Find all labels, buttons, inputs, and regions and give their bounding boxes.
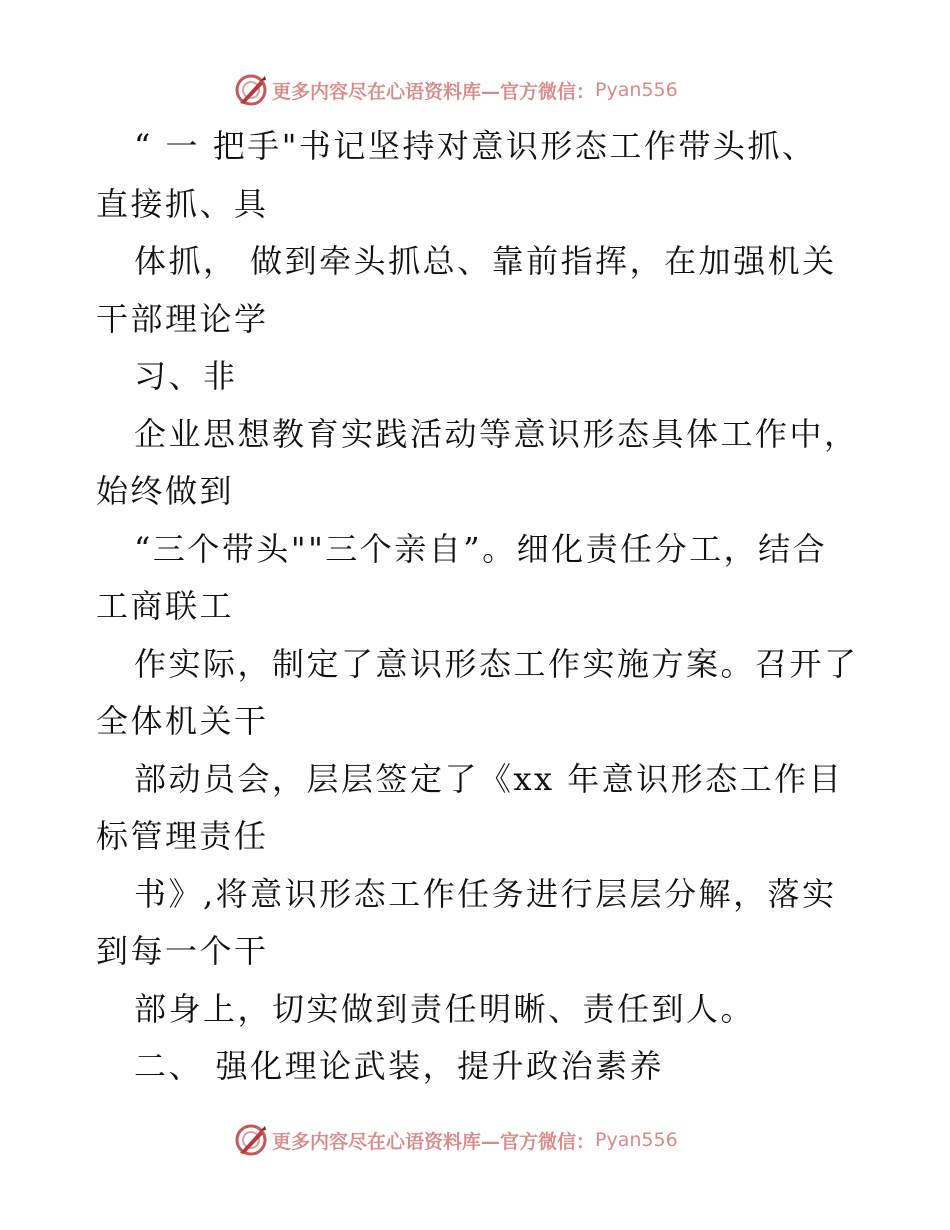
paragraph-line: 干部理论学: [96, 299, 269, 338]
document-body: [96, 118, 866, 1096]
paragraph-line: 作实际，制定了意识形态工作实施方案。召开了: [134, 644, 859, 683]
paragraph-line: 习、非: [134, 357, 238, 395]
paragraph-line: 到每一个干: [96, 932, 269, 970]
quill-seal-icon: [234, 73, 268, 107]
paragraph-line: “ 一 把手"书记坚持对意识形态工作带头抓、: [134, 127, 817, 165]
footer-watermark-banner: [234, 1122, 678, 1158]
paragraph-line: 书》,将意识形态工作任务进行层层分解，落实: [134, 874, 837, 913]
paragraph-line: 二、 强化理论武装，提升政治素养: [134, 1047, 665, 1085]
paragraph-line: 部动员会，层层签定了《xx 年意识形态工作目: [134, 759, 844, 798]
paragraph-line: 标管理责任: [96, 817, 269, 855]
banner-text: 更多内容尽在心语资料库—官方微信：: [272, 1130, 596, 1153]
paragraph-line: 全体机关干: [96, 702, 269, 740]
paragraph-line: 企业思想教育实践活动等意识形态具体工作中，: [134, 414, 859, 453]
paragraph-line: 直接抓、具: [96, 184, 269, 223]
banner-wechat-id: Pyan556: [595, 79, 678, 101]
paragraph-line: 工商联工: [96, 587, 235, 625]
banner-text: 更多内容尽在心语资料库—官方微信：: [272, 80, 596, 103]
paragraph-line: 始终做到: [96, 472, 235, 510]
header-watermark-banner: [234, 72, 678, 108]
quill-seal-icon: [234, 1123, 268, 1157]
paragraph-line: “三个带头""三个亲自”。细化责任分工，结合: [134, 529, 828, 568]
paragraph-line: 部身上，切实做到责任明晰、责任到人。: [134, 989, 756, 1028]
paragraph-line: 体抓， 做到牵头抓总、靠前指挥，在加强机关: [134, 242, 837, 280]
banner-wechat-id: Pyan556: [595, 1129, 678, 1151]
